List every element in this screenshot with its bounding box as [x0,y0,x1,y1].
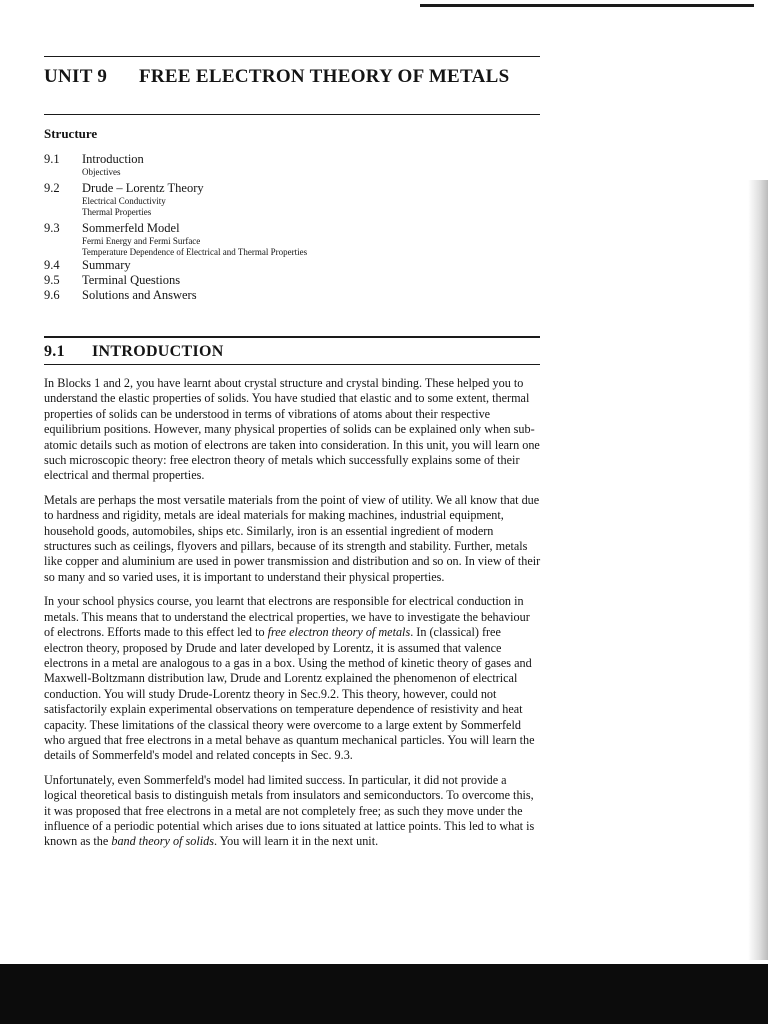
toc-item-9-2 [44,181,544,218]
toc-number: 9.1 [44,152,60,166]
toc-title: Terminal Questions [82,273,181,287]
paragraph-text: . In (classical) free electron theory, proposed by Drude and later developed by Lorentz, it is assumed that valence electrons in a metal are analogous to a gas in a box. Using the method of kinetic theory of gases and Maxwell-Boltzmann distribution law, Drude and Lorentz explained the phenomenon of electrical conduction. You will study Drude-Lorentz theory in Sec.9.2. This theory, however, could not satisfactorily explain experimental observations on temperature dependence of resistivity and heat capacity. These limitations of the classical theory were overcome to a large extent by Sommerfeld who argued that free electrons in a metal behave as quantum mechanical particles. You will learn the details of Sommerfeld's model and related concepts in Sec. 9.3. [44,625,535,763]
toc-subitem: Objectives [82,167,121,177]
toc-number: 9.4 [44,258,60,272]
toc-number: 9.5 [44,273,60,287]
toc-item-9-1 [44,152,544,178]
paragraph [44,594,542,763]
paragraph [44,493,542,585]
page-edge-shadow [748,180,768,960]
toc-item-9-5 [44,273,544,288]
emphasis-term: band theory of solids [111,834,214,849]
toc-number: 9.6 [44,288,60,302]
toc-title: Introduction [82,152,144,166]
table-of-contents [44,152,544,303]
paragraph-text: . You will learn it in the next unit. [213,834,379,849]
paragraph [44,376,542,484]
toc-item-9-4 [44,258,544,273]
title-top-rule [44,56,540,57]
emphasis-term: free electron theory of metals [267,625,411,640]
unit-number: UNIT 9 [44,66,108,87]
paragraph [44,773,542,850]
toc-subitem: Fermi Energy and Fermi Surface [82,236,201,246]
paragraph-text: In your school physics course, you learnt that electrons are responsible for electrical conduction in metals. This means that to understand the electrical properties, we have to investigate the behaviour of electrons. Efforts made to this effect led to [44,594,530,640]
paragraph-text: Metals are perhaps the most versatile materials from the point of view of utility. We all know that due to hardness and rigidity, metals are ideal materials for making machines, industrial equipment, household goods, automobiles, ships etc. Similarly, iron is an essential ingredient of modern structures such as ceilings, flyovers and pillars, because of its strength and stability. Further, metals like copper and aluminium are used in power transmission and distribution and so on. In view of their so many and so varied uses, it is important to understand their physical properties. [44,492,541,584]
toc-title: Drude – Lorentz Theory [82,181,204,195]
toc-subitem: Temperature Dependence of Electrical and Thermal Properties [82,247,308,257]
toc-title: Summary [82,258,131,272]
section-top-rule [44,336,540,338]
toc-item-9-3 [44,221,544,258]
paragraph-text: Unfortunately, even Sommerfeld's model had limited success. In particular, it did not provide a logical theoretical basis to distinguish metals from insulators and semiconductors. To overcome this, it was proposed that free electrons in a metal are not completely free; as such they move under the influence of a periodic potential which arises due to ions situated at lattice points. This led to what is known as the [44,772,535,849]
toc-subitem: Thermal Properties [82,207,152,217]
toc-title: Solutions and Answers [82,288,197,302]
intro-body [44,376,542,859]
paragraph-text: In Blocks 1 and 2, you have learnt about crystal structure and crystal binding. These helped you to understand the elastic properties of solids. You have studied that elastic and to some extent, thermal properties of solids can be understood in terms of vibrations of atoms about their respective equilibrium positions. However, many physical properties of solids can be explained only when sub-atomic details such as motion of electrons are taken into consideration. In this unit, you will learn one such microscopic theory: free electron theory of metals which successfully explains some of their electrical and thermal properties. [44,376,540,483]
unit-title-text: FREE ELECTRON THEORY OF METALS [139,66,510,87]
structure-heading: Structure [44,126,98,141]
scan-bottom-band [0,964,768,1024]
toc-title: Sommerfeld Model [82,221,180,235]
section-title: INTRODUCTION [92,343,224,360]
toc-item-9-6 [44,288,544,303]
top-edge-rule [420,4,754,7]
toc-number: 9.3 [44,221,60,235]
toc-subitem: Electrical Conductivity [82,196,166,206]
title-bottom-rule [44,114,540,115]
toc-number: 9.2 [44,181,60,195]
section-number: 9.1 [44,343,65,360]
section-bottom-rule [44,364,540,365]
